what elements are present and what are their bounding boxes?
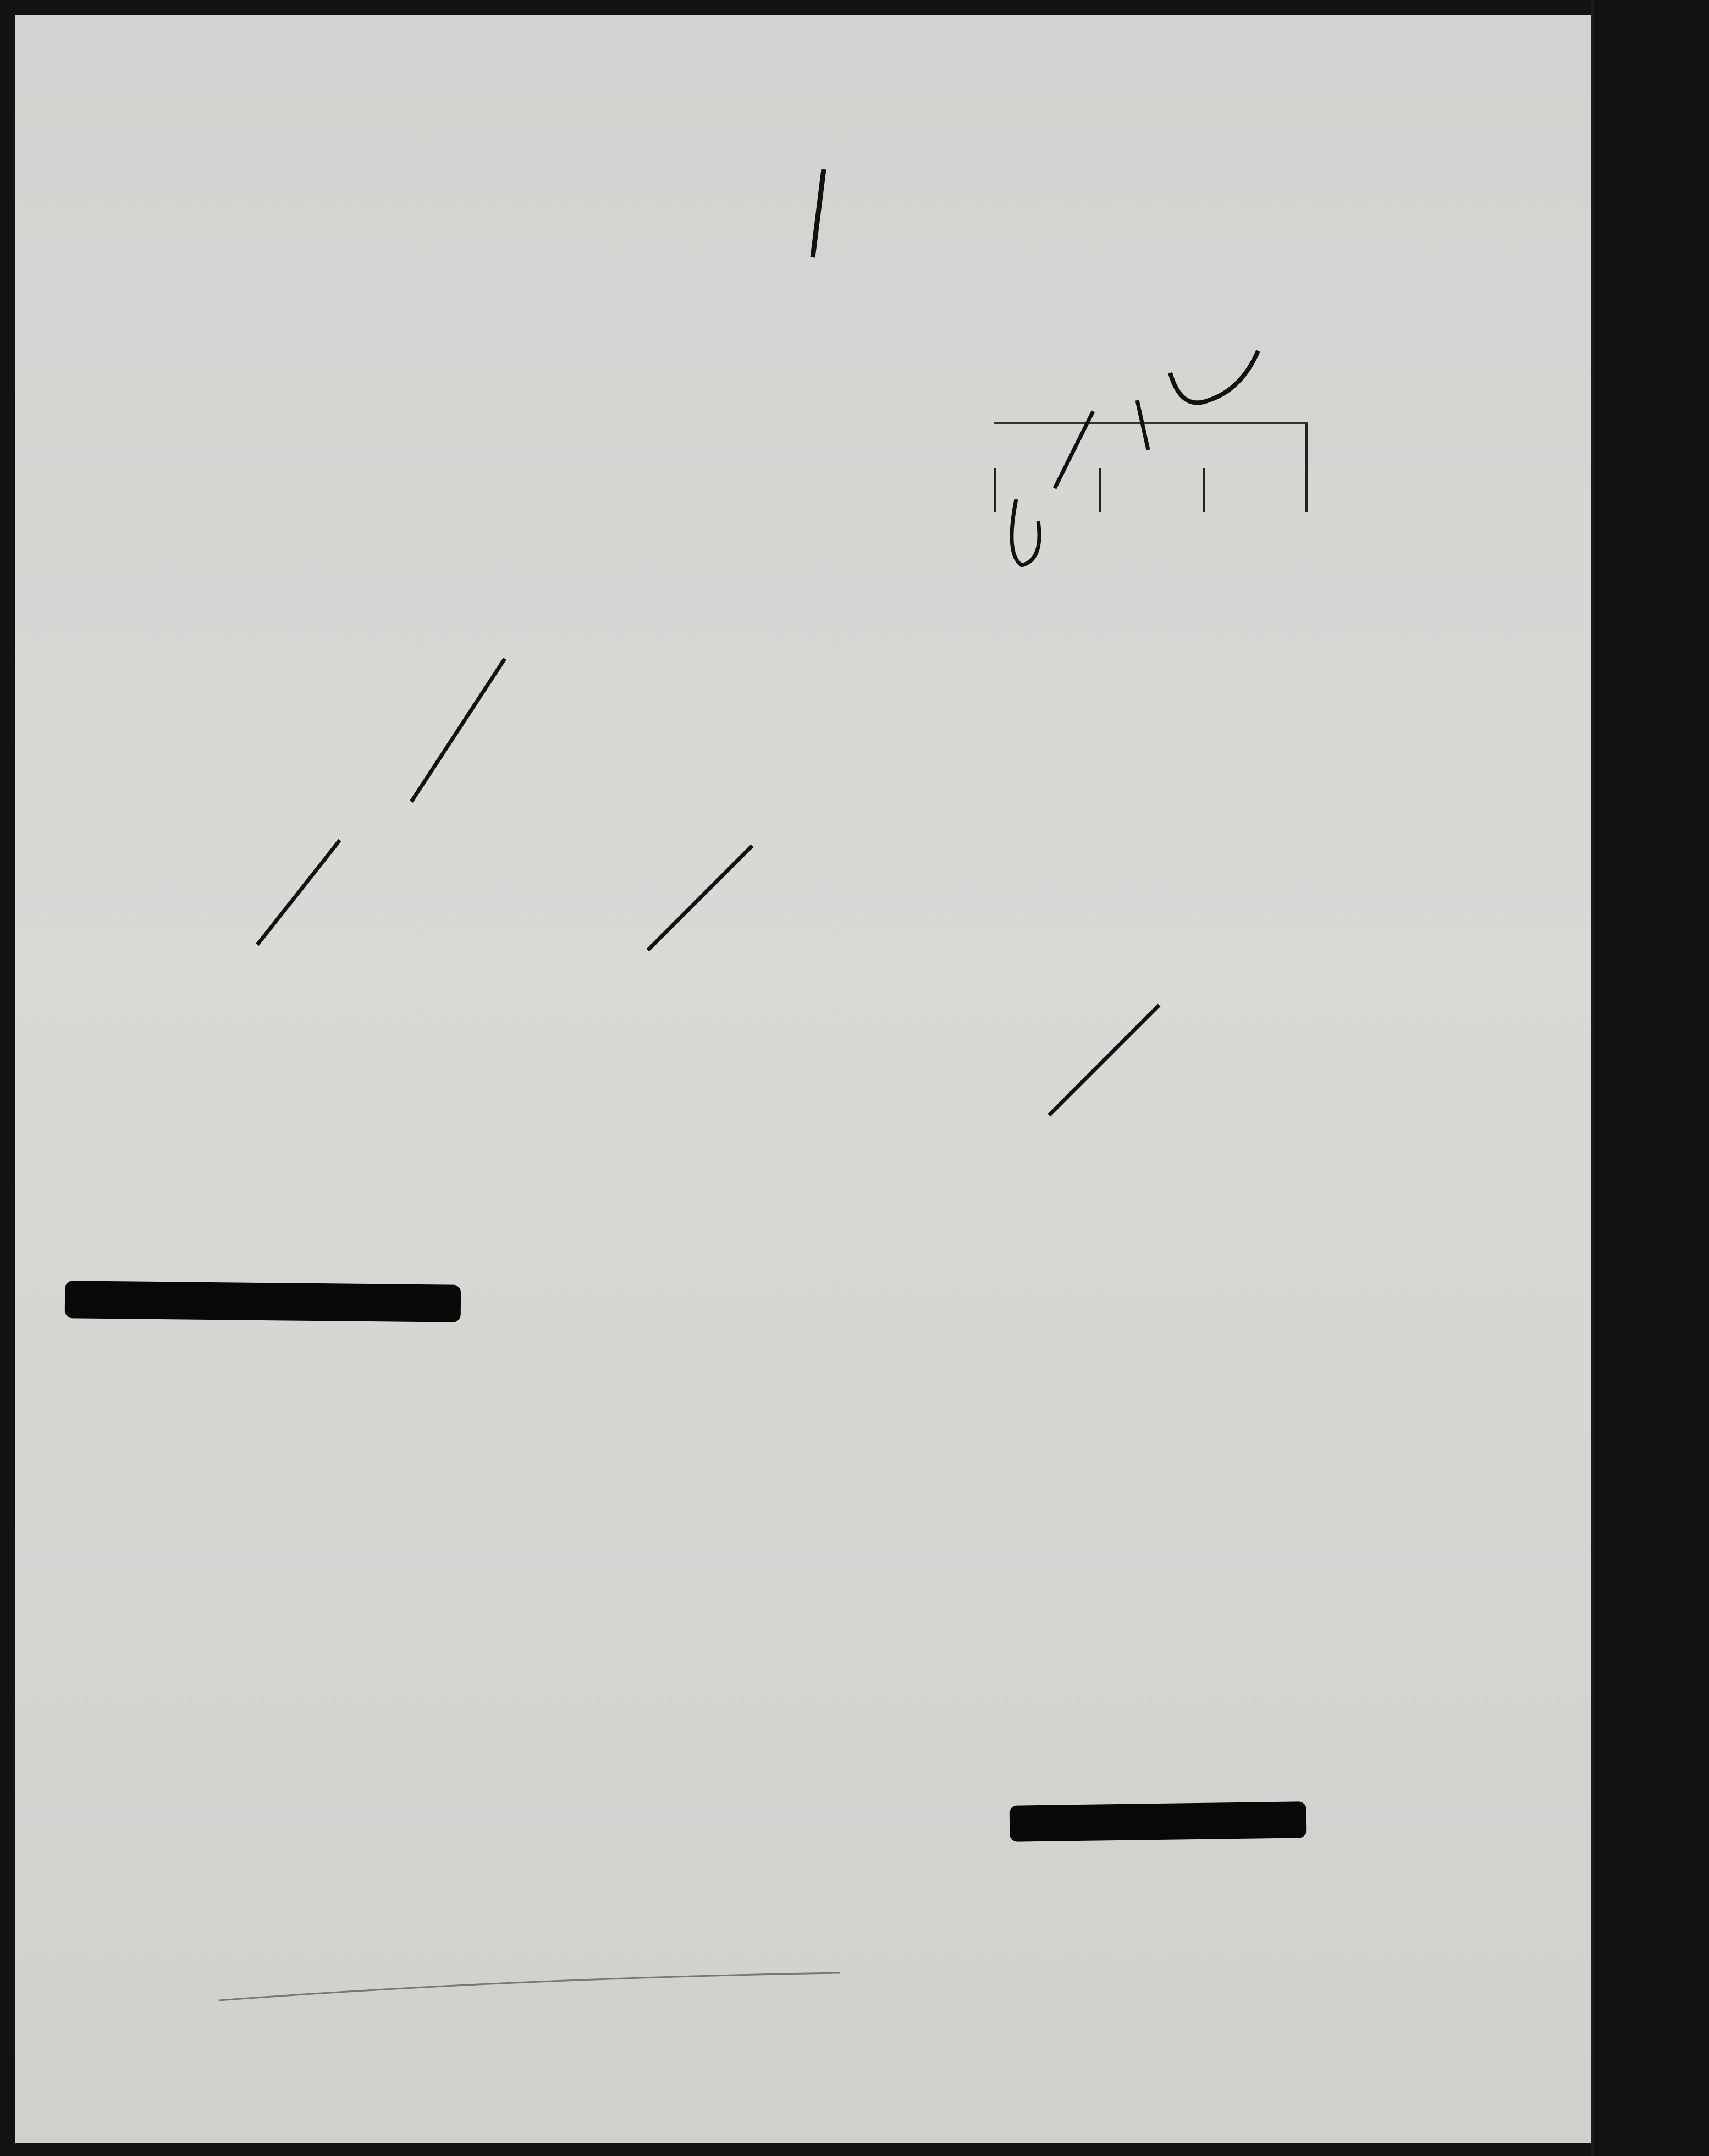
pen-slash-mark <box>1049 1005 1159 1115</box>
pen-slash-mark <box>1137 400 1148 450</box>
pen-slash-mark <box>648 846 752 950</box>
pen-slash-mark <box>813 169 824 257</box>
pen-marks <box>15 15 1592 2143</box>
check-mark-icon <box>1170 351 1258 402</box>
initial-mark <box>1012 499 1039 565</box>
page-edge-rule <box>1591 0 1594 2156</box>
teletype-document <box>15 15 1592 2143</box>
pen-slash-mark <box>1055 411 1093 488</box>
pen-slash-mark <box>257 840 340 945</box>
pen-slash-mark <box>411 659 505 802</box>
faint-pen-line <box>219 1973 840 2000</box>
